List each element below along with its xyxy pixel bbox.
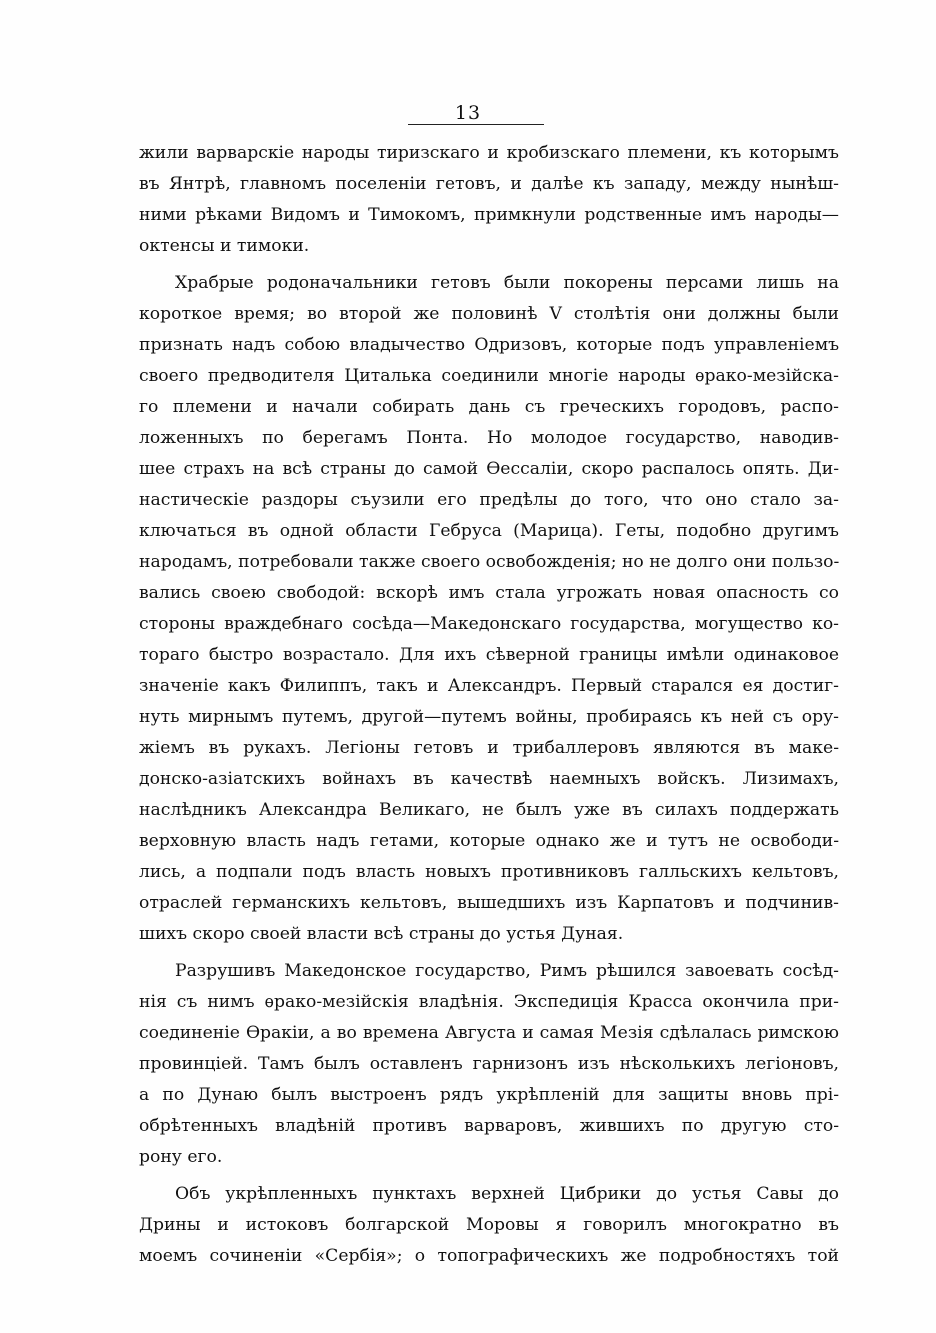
text-line: наслѣдникъ Александра Великаго, не былъ уже въ силахъ поддержать	[139, 800, 839, 820]
paragraph	[139, 138, 839, 262]
text-line: верховную власть надъ гетами, которые однако же и тутъ не освободи-	[139, 831, 839, 851]
text-line: ключаться въ одной области Гебруса (Марица). Геты, подобно другимъ	[139, 521, 839, 541]
page-number: 13	[454, 102, 482, 124]
text-line: Храбрые родоначальники гетовъ были покорены персами лишь на	[175, 273, 839, 293]
text-line: провинціей. Тамъ былъ оставленъ гарнизонъ изъ нѣсколькихъ легіоновъ,	[139, 1054, 839, 1074]
text-line: признать надъ собою владычество Одризовъ, которые подъ управленіемъ	[139, 335, 839, 355]
text-line: моемъ сочиненіи «Сербія»; о топографическихъ же подробностяхъ той	[139, 1246, 839, 1266]
text-line: Разрушивъ Македонское государство, Римъ рѣшился завоевать сосѣд-	[175, 961, 839, 981]
text-line: Объ укрѣпленныхъ пунктахъ верхней Цибрики до устья Савы до	[175, 1184, 839, 1204]
text-line: Дрины и истоковъ болгарской Моровы я говорилъ многократно въ	[139, 1215, 839, 1235]
text-line: ними рѣками Видомъ и Тимокомъ, примкнули родственные имъ народы—	[139, 205, 839, 225]
paragraph	[139, 268, 839, 950]
text-line: а по Дунаю былъ выстроенъ рядъ укрѣпленій для защиты вновь прі-	[139, 1085, 839, 1105]
paragraph	[139, 956, 839, 1173]
text-line: короткое время; во второй же половинѣ V столѣтія они должны были	[139, 304, 839, 324]
text-line: октенсы и тимоки.	[139, 236, 310, 256]
text-line: своего предводителя Циталька соединили многіе народы ѳрако-мезійска-	[139, 366, 839, 386]
text-line: вались своею свободой: вскорѣ имъ стала угрожать новая опасность со	[139, 583, 839, 603]
text-line: народамъ, потребовали также своего освобожденія; но не долго они пользо-	[139, 552, 839, 572]
text-line: тораго быстро возрастало. Для ихъ сѣверной границы имѣли одинаковое	[139, 645, 839, 665]
text-line: обрѣтенныхъ владѣній противъ варваровъ, жившихъ по другую сто-	[139, 1116, 839, 1136]
text-line: лись, а подпали подъ власть новыхъ противниковъ галльскихъ кельтовъ,	[139, 862, 839, 882]
text-line: жіемъ въ рукахъ. Легіоны гетовъ и трибаллеровъ являются въ маке-	[139, 738, 839, 758]
text-line: значеніе какъ Филиппъ, такъ и Александръ. Первый старался ея достиг-	[139, 676, 839, 696]
text-line: въ Янтрѣ, главномъ поселеніи гетовъ, и далѣе къ западу, между нынѣш-	[139, 174, 839, 194]
text-line: шее страхъ на всѣ страны до самой Ѳессаліи, скоро распалось опять. Ди-	[139, 459, 839, 479]
text-line: соединеніе Ѳракіи, а во времена Августа и самая Мезія сдѣлалась римскою	[139, 1023, 839, 1043]
body-text	[139, 138, 839, 1272]
text-line: нія съ нимъ ѳрако-мезійскія владѣнія. Экспедиція Красса окончила при-	[139, 992, 839, 1012]
text-line: отраслей германскихъ кельтовъ, вышедшихъ изъ Карпатовъ и подчинив-	[139, 893, 839, 913]
text-line: донско-азіатскихъ войнахъ въ качествѣ наемныхъ войскъ. Лизимахъ,	[139, 769, 839, 789]
text-line: настическіе раздоры съузили его предѣлы до того, что оно стало за-	[139, 490, 839, 510]
page-number-rule	[408, 124, 544, 125]
text-line: шихъ скоро своей власти всѣ страны до устья Дуная.	[139, 924, 624, 944]
text-line: ложенныхъ по берегамъ Понта. Но молодое государство, наводив-	[139, 428, 839, 448]
paragraph	[139, 1179, 839, 1272]
text-line: нуть мирнымъ путемъ, другой—путемъ войны, пробираясь къ ней съ ору-	[139, 707, 839, 727]
text-line: го племени и начали собирать дань съ греческихъ городовъ, распо-	[139, 397, 839, 417]
text-line: стороны враждебнаго сосѣда—Македонскаго государства, могущество ко-	[139, 614, 839, 634]
text-line: жили варварскіе народы тиризскаго и кробизскаго племени, къ которымъ	[139, 143, 839, 163]
text-line: рону его.	[139, 1147, 223, 1167]
